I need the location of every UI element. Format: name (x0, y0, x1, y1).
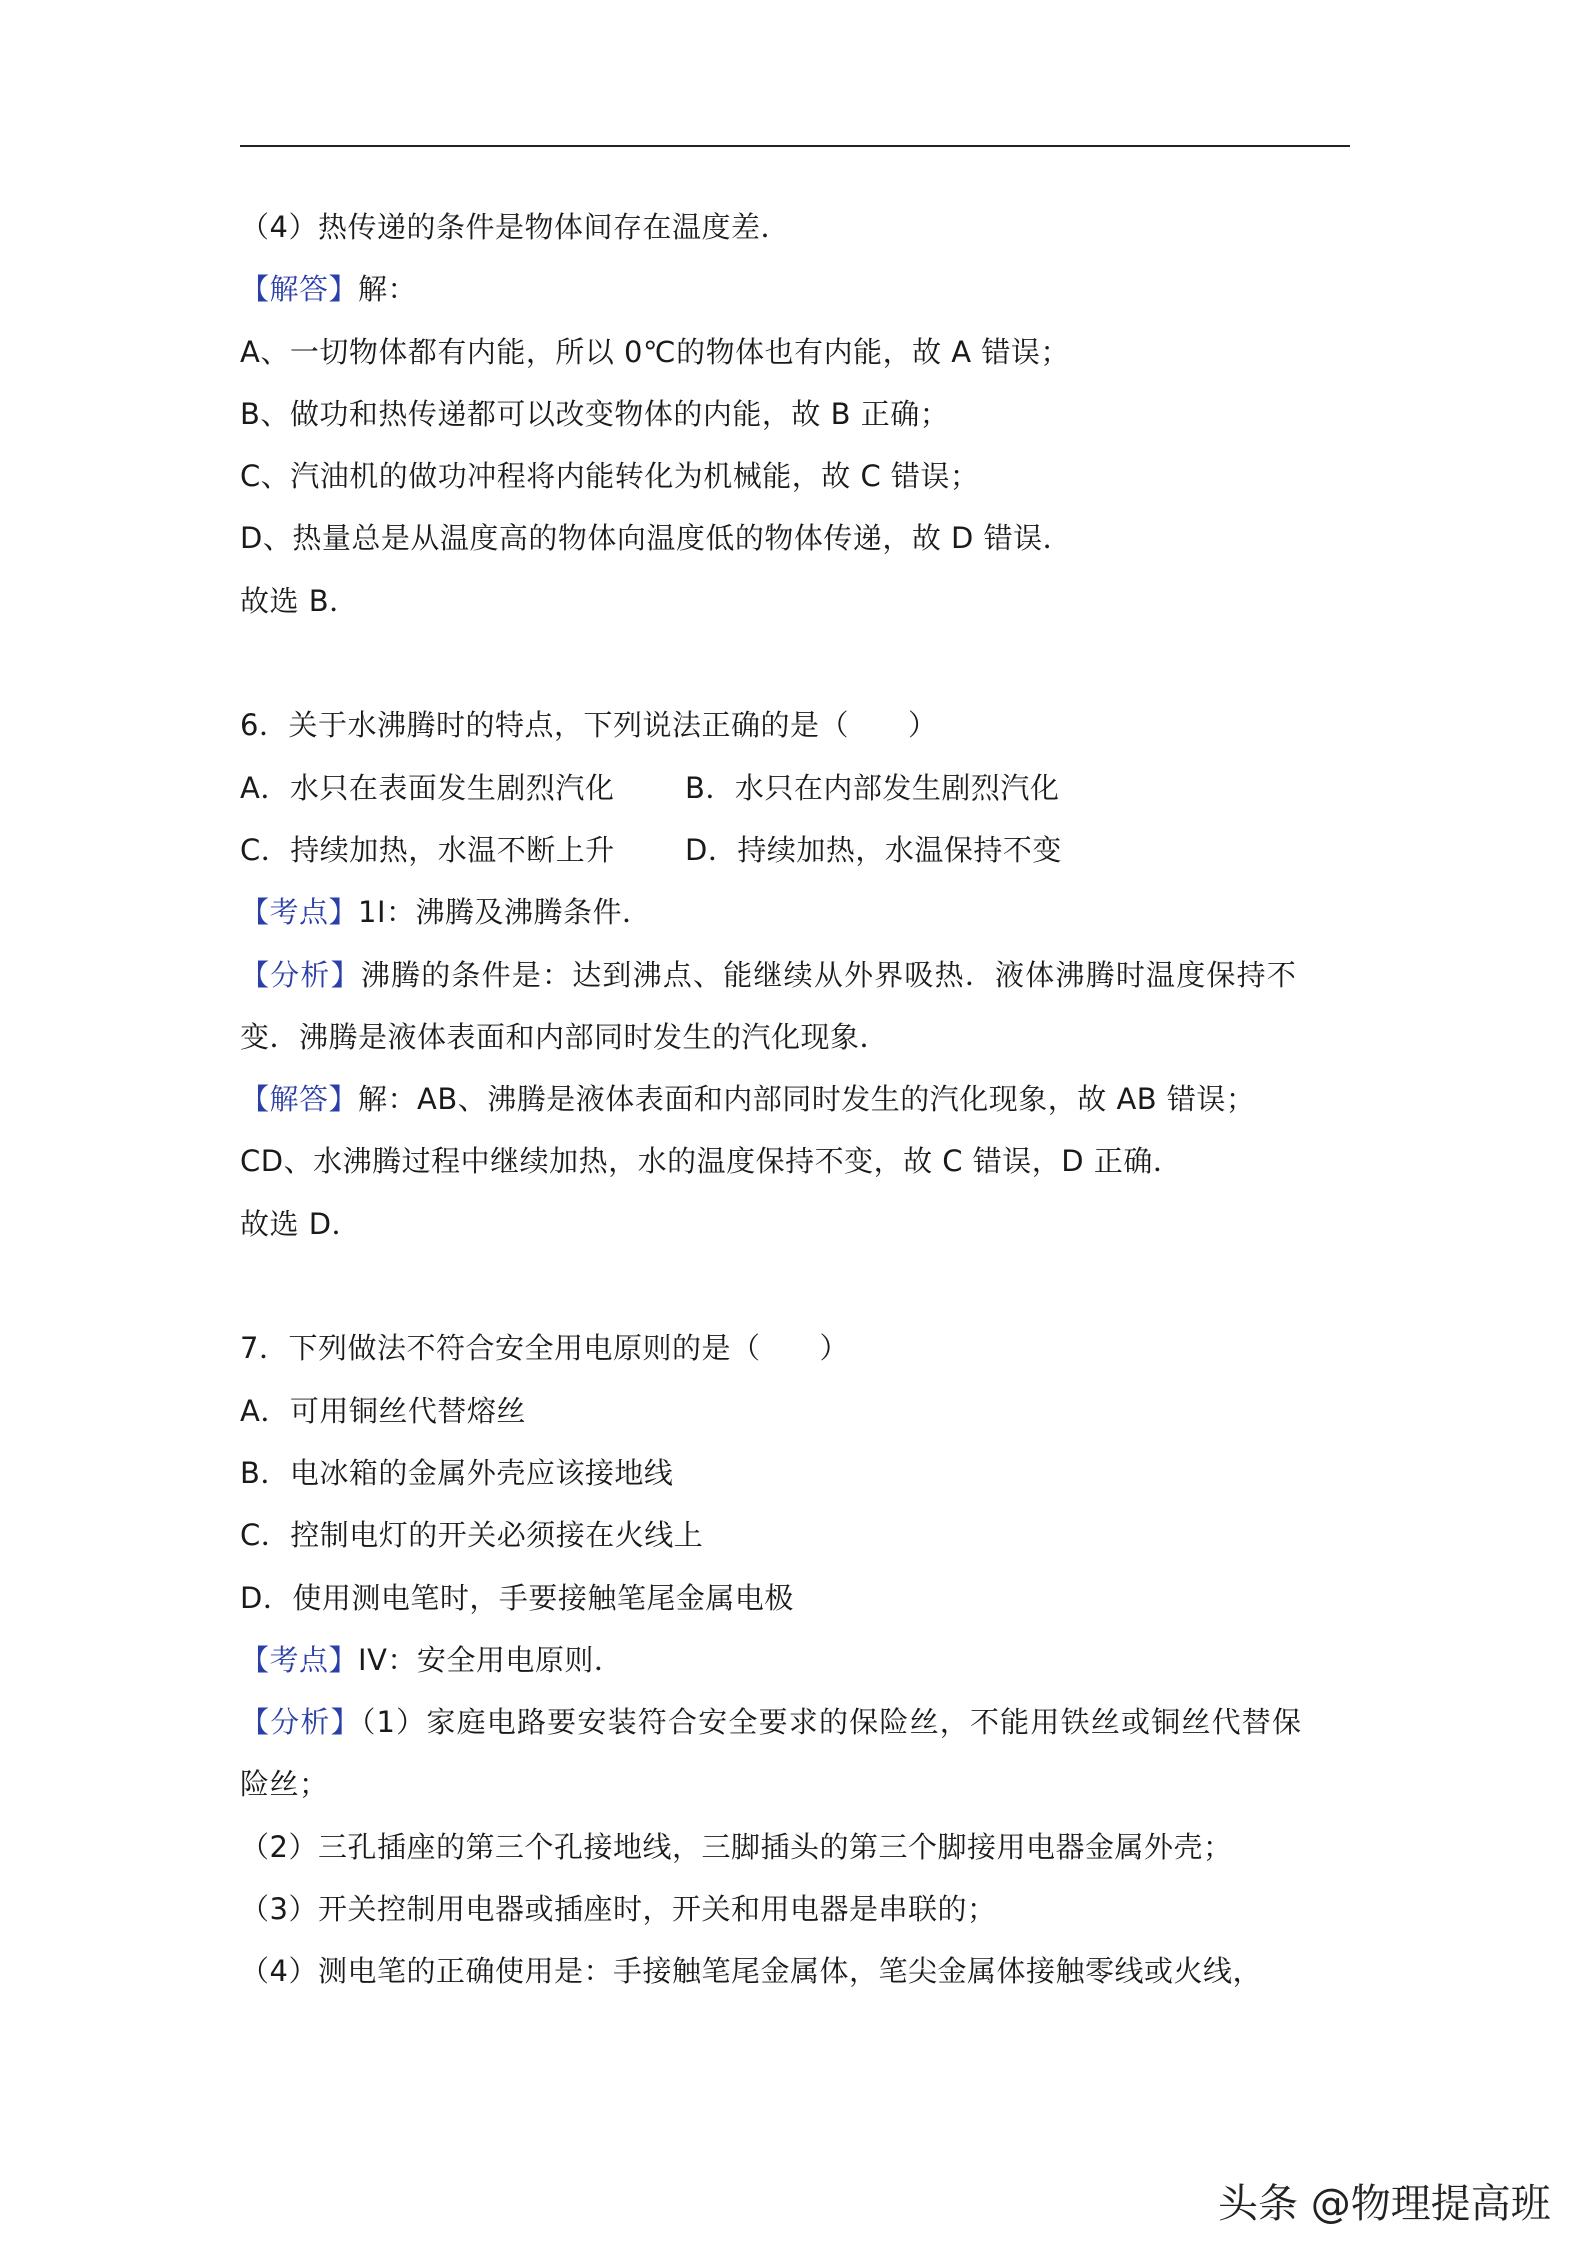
prev-analysis-item-4: （4）热传递的条件是物体间存在温度差． (240, 210, 790, 244)
q7-stem: 7．下列做法不符合安全用电原则的是（ ） (240, 1331, 849, 1366)
q7-option-a: A．可用铜丝代替熔丝 (240, 1393, 526, 1428)
point-text: IV：安全用电原则． (358, 1642, 624, 1677)
q7-analysis-item-2: （2）三孔插座的第三个孔接地线，三脚插头的第三个脚接用电器金属外壳； (240, 1829, 1233, 1864)
document-body (240, 196, 1355, 2003)
analysis-tag: 【分析】 (240, 957, 361, 992)
q6-answer-cont: CD、水沸腾过程中继续加热，水的温度保持不变，故 C 错误，D 正确． (240, 1144, 1183, 1179)
q7-option-c: C．控制电灯的开关必须接在火线上 (240, 1518, 704, 1553)
q7-point (240, 1629, 1355, 1691)
q7-option-d: D．使用测电笔时，手要接触笔尾金属电极 (240, 1580, 794, 1615)
prev-answer-line-a: A、一切物体都有内能，所以 0℃的物体也有内能，故 A 错误； (240, 334, 1070, 369)
q6-choice: 故选 D． (240, 1206, 362, 1241)
analysis-tag: 【分析】 (240, 1705, 361, 1740)
spacer (240, 1255, 1355, 1317)
prev-answer-line-b: B、做功和热传递都可以改变物体的内能，故 B 正确； (240, 396, 950, 431)
header-rule (240, 145, 1350, 147)
answer-lead: 解： (358, 272, 418, 307)
q6-option-c: C．持续加热，水温不断上升 (240, 832, 615, 867)
q6-analysis-cont: 变．沸腾是液体表面和内部同时发生的汽化现象． (240, 1019, 890, 1054)
watermark: 头条 @物理提高班 (1218, 2181, 1551, 2227)
q6-option-b: B．水只在内部发生剧烈汽化 (685, 770, 1060, 805)
q6-analysis (240, 944, 1355, 1006)
q6-option-a: A．水只在表面发生剧烈汽化 (240, 770, 615, 805)
q7-option-b: B．电冰箱的金属外壳应该接地线 (240, 1455, 674, 1490)
q7-analysis-item-3: （3）开关控制用电器或插座时，开关和用电器是串联的； (240, 1892, 997, 1927)
prev-choice: 故选 B． (240, 583, 359, 618)
prev-answer-line-d: D、热量总是从温度高的物体向温度低的物体传递，故 D 错误． (240, 521, 1073, 556)
prev-answer-line-c: C、汽油机的做功冲程将内能转化为机械能，故 C 错误； (240, 459, 980, 494)
q7-analysis-cont: 险丝； (240, 1767, 329, 1802)
prev-answer-header (240, 258, 1355, 320)
q6-options-row-1 (240, 757, 1355, 819)
spacer (240, 632, 1355, 694)
q6-option-d: D．持续加热，水温保持不变 (685, 832, 1062, 867)
q7-analysis (240, 1691, 1355, 1753)
answer-tag: 【解答】 (240, 1082, 359, 1117)
point-tag: 【考点】 (240, 1642, 359, 1677)
analysis-text: （1）家庭电路要安装符合安全要求的保险丝，不能用铁丝或铜丝代替保 (360, 1705, 1303, 1740)
answer-text: 解：AB、沸腾是液体表面和内部同时发生的汽化现象，故 AB 错误； (358, 1082, 1256, 1117)
q7-analysis-item-4: （4）测电笔的正确使用是：手接触笔尾金属体，笔尖金属体接触零线或火线， (240, 1954, 1262, 1989)
q6-point (240, 881, 1355, 943)
point-tag: 【考点】 (240, 895, 359, 930)
q6-answer (240, 1068, 1355, 1130)
q6-stem: 6．关于水沸腾时的特点，下列说法正确的是（ ） (240, 708, 938, 743)
analysis-text: 沸腾的条件是：达到沸点、能继续从外界吸热．液体沸腾时温度保持不 (360, 957, 1298, 992)
q6-options-row-2 (240, 819, 1355, 881)
answer-tag: 【解答】 (240, 272, 359, 307)
point-text: 1I：沸腾及沸腾条件． (358, 895, 652, 930)
